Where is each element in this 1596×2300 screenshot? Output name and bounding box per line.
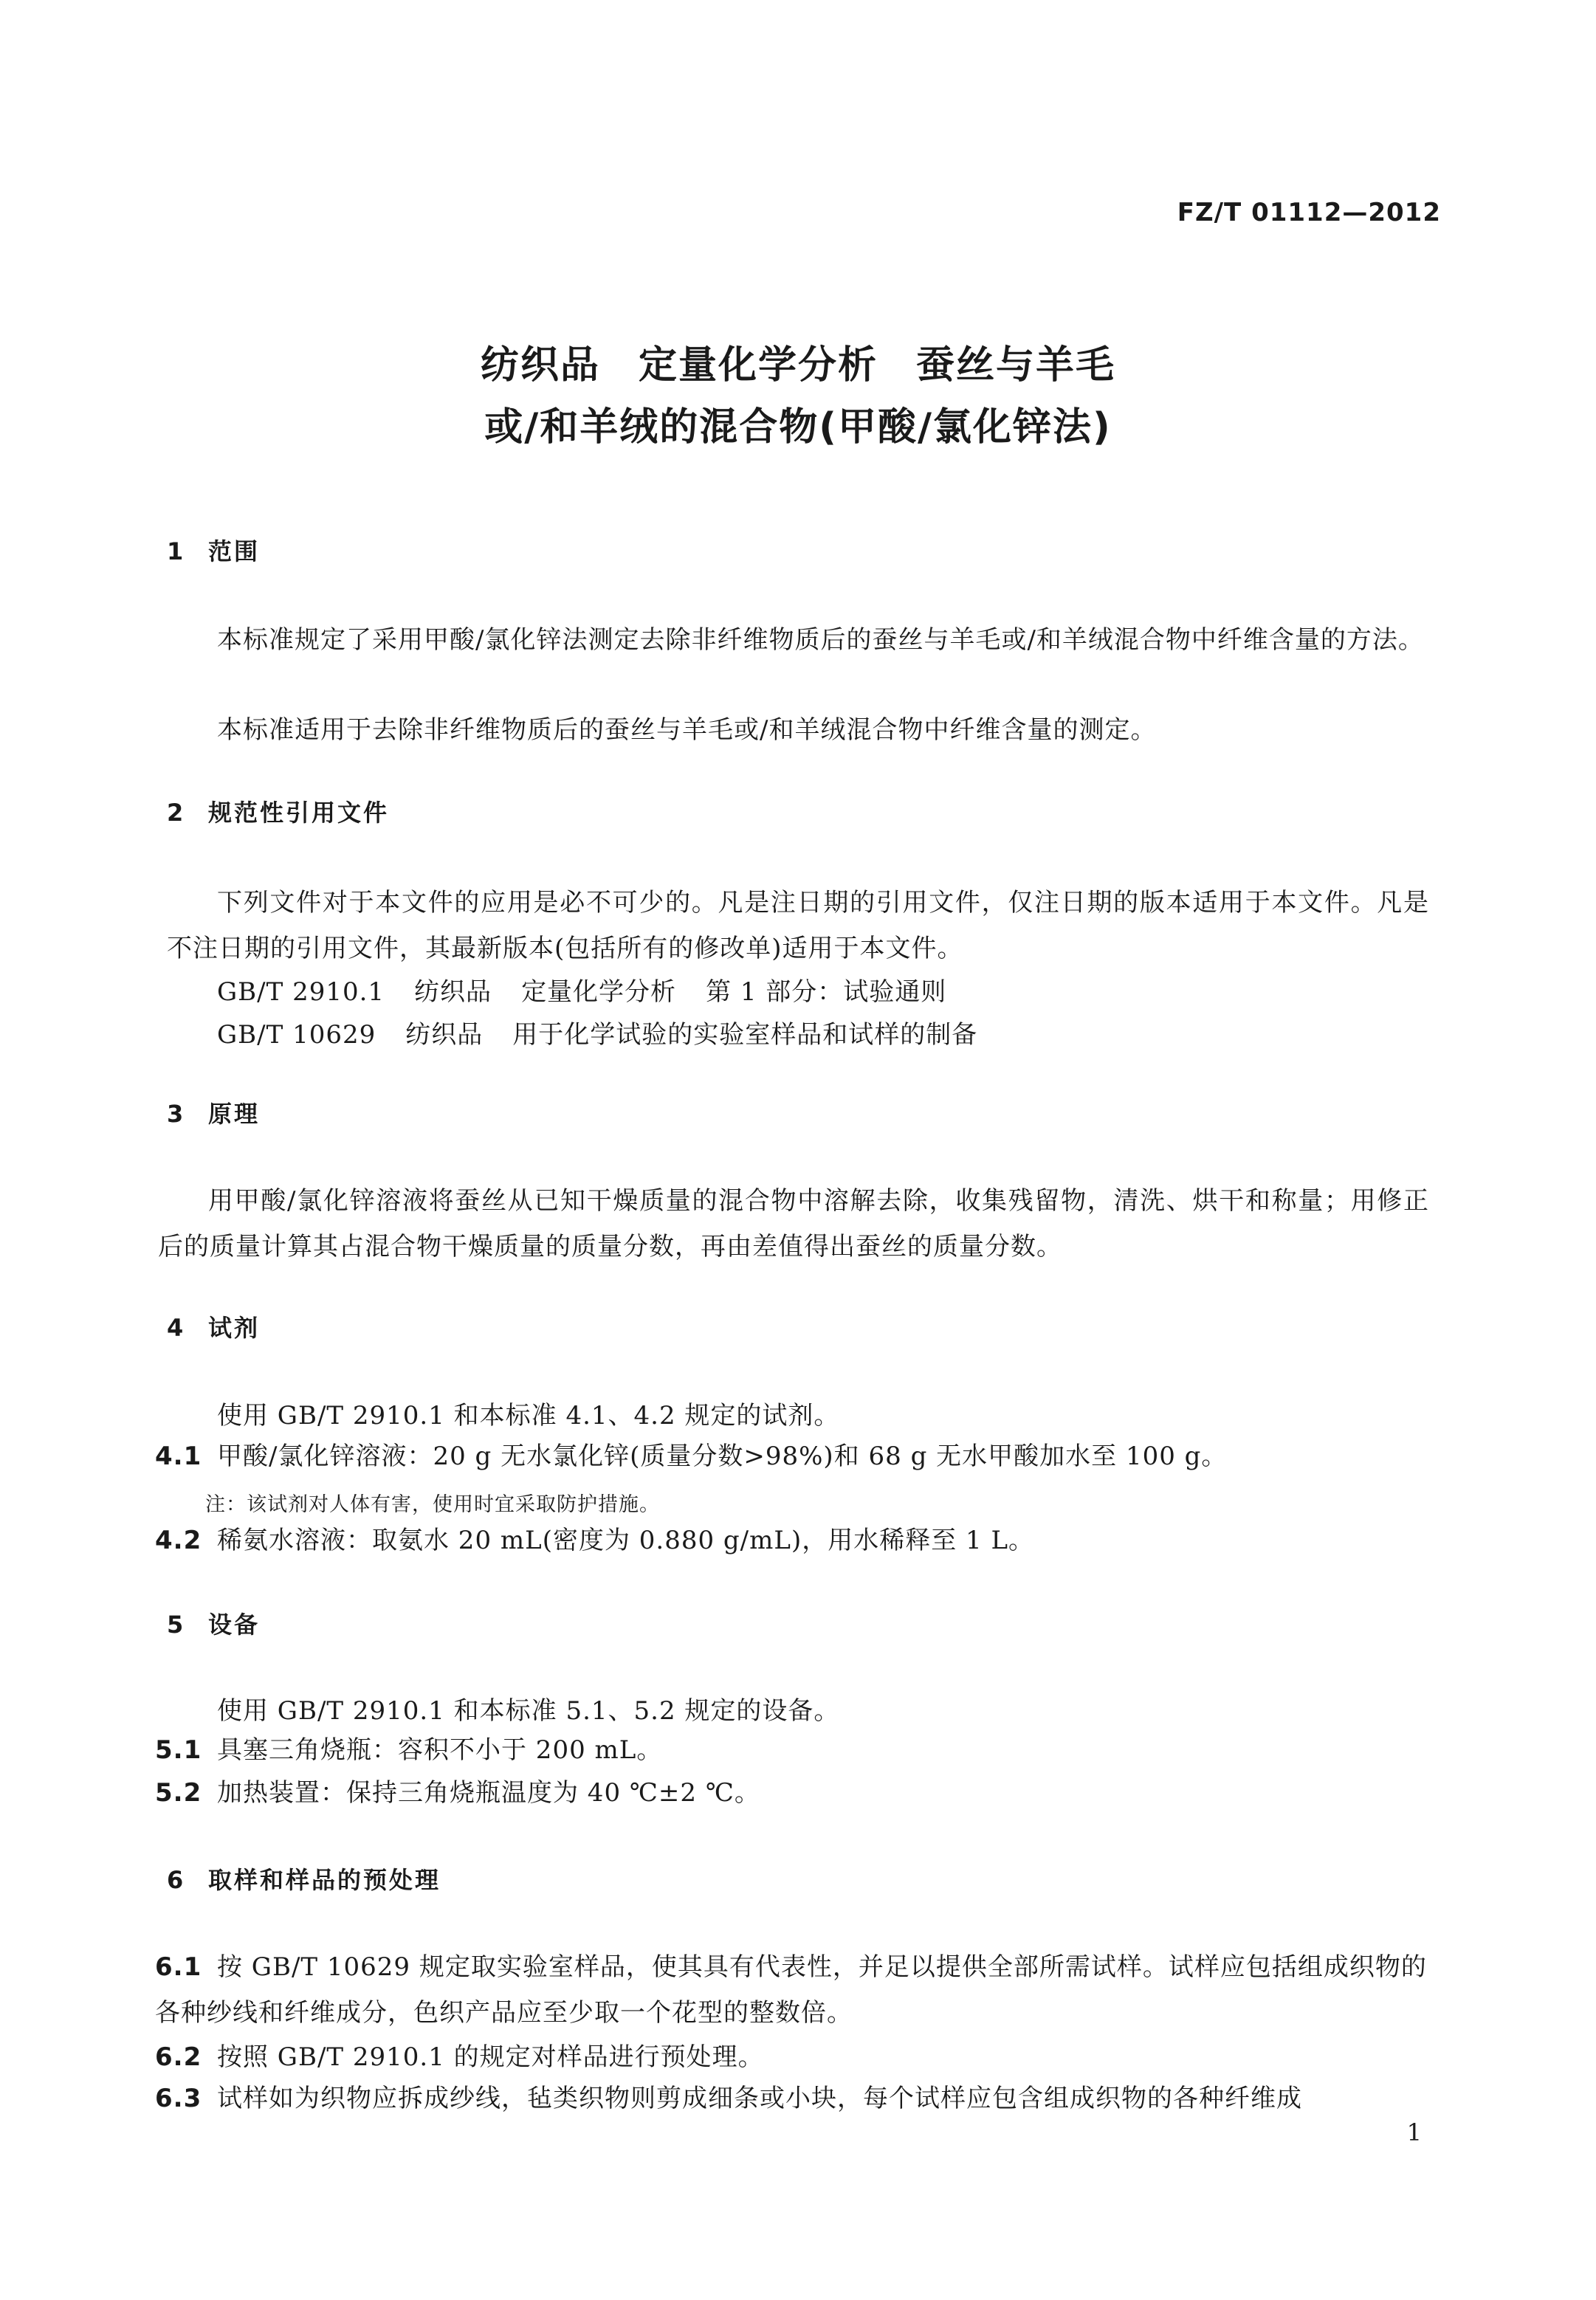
clause-text: 按照 GB/T 2910.1 的规定对样品进行预处理。 (217, 2042, 764, 2072)
clause-number: 6.1 (155, 1952, 202, 1982)
section-heading-normative-references (167, 794, 389, 828)
section-number: 4 (167, 1314, 186, 1342)
section-number: 5 (167, 1611, 186, 1639)
reagents-intro: 使用 GB/T 2910.1 和本标准 4.1、4.2 规定的试剂。 (217, 1401, 840, 1430)
clause-4-2 (155, 1518, 1429, 1563)
clause-text: 加热装置：保持三角烧瓶温度为 40 ℃±2 ℃。 (217, 1778, 760, 1808)
section-number: 2 (167, 799, 186, 827)
clause-text: 试样如为织物应拆成纱线，毡类织物则剪成细条或小块，每个试样应包含组成织物的各种纤维成 (217, 2084, 1302, 2113)
reference-title-part: 用于化学试验的实验室样品和试样的制备 (512, 1020, 978, 1050)
reference-title-part: 第 1 部分：试验通则 (706, 977, 947, 1007)
reference-code: GB/T 2910.1 (217, 977, 385, 1007)
clause-text: 按 GB/T 10629 规定取实验室样品，使其具有代表性，并足以提供全部所需试样。试样应包括组成织物的各种纱线和纤维成分，色织产品应至少取一个花型的整数倍。 (155, 1952, 1427, 2028)
clause-6-2 (155, 2034, 1429, 2080)
clause-number: 5.1 (155, 1735, 202, 1765)
scope-paragraph-2: 本标准适用于去除非纤维物质后的蚕丝与羊毛或/和羊绒混合物中纤维含量的测定。 (217, 715, 1157, 745)
section-title: 试剂 (208, 1314, 261, 1342)
standard-code: FZ/T 01112—2012 (1177, 198, 1441, 227)
clause-number: 4.1 (155, 1442, 202, 1471)
section-number: 6 (167, 1866, 186, 1894)
section-number: 1 (167, 537, 186, 565)
clause-number: 6.3 (155, 2084, 202, 2113)
section-heading-scope (167, 533, 260, 567)
document-title-line-2: 或/和羊绒的混合物(甲酸/氯化锌法) (484, 405, 1112, 450)
clause-number: 5.2 (155, 1778, 202, 1808)
section-heading-principle (167, 1095, 260, 1129)
reference-title-part: 定量化学分析 (521, 977, 677, 1007)
section-title: 规范性引用文件 (208, 799, 390, 827)
apparatus-intro: 使用 GB/T 2910.1 和本标准 5.1、5.2 规定的设备。 (217, 1696, 840, 1726)
reference-item-gbt-10629 (217, 1014, 977, 1050)
title-part-analysis: 定量化学分析 (638, 343, 878, 388)
reference-item-gbt-2910-1 (217, 971, 946, 1008)
clause-text: 甲酸/氯化锌溶液：20 g 无水氯化锌(质量分数>98%)和 68 g 无水甲酸加水至 100 g。 (217, 1442, 1228, 1471)
section-title: 取样和样品的预处理 (208, 1866, 441, 1894)
reagent-safety-note: 注：该试剂对人体有害，使用时宜采取防护措施。 (205, 1493, 660, 1516)
clause-number: 4.2 (155, 1526, 202, 1555)
clause-text: 具塞三角烧瓶：容积不小于 200 mL。 (217, 1735, 663, 1765)
section-title: 原理 (208, 1100, 261, 1128)
clause-text: 稀氨水溶液：取氨水 20 mL(密度为 0.880 g/mL)，用水稀释至 1 L。 (217, 1526, 1035, 1555)
references-paragraph: 下列文件对于本文件的应用是必不可少的。凡是注日期的引用文件，仅注日期的版本适用于本文件。凡是不注日期的引用文件，其最新版本(包括所有的修改单)适用于本文件。 (167, 888, 1429, 963)
document-title-line-1 (0, 334, 1596, 389)
section-heading-sampling (167, 1862, 441, 1896)
clause-6-1 (155, 1944, 1429, 2036)
section-heading-reagents (167, 1309, 260, 1343)
title-part-textiles: 纺织品 (480, 343, 600, 388)
clause-4-1 (155, 1433, 1429, 1479)
page-number: 1 (1406, 2118, 1422, 2146)
clause-6-3 (155, 2076, 1429, 2121)
reference-code: GB/T 10629 (217, 1020, 376, 1050)
title-part-silk-wool: 蚕丝与羊毛 (916, 343, 1116, 388)
clause-number: 6.2 (155, 2042, 202, 2072)
section-number: 3 (167, 1100, 186, 1128)
scope-paragraph-1: 本标准规定了采用甲酸/氯化锌法测定去除非纤维物质后的蚕丝与羊毛或/和羊绒混合物中纤维含量的方法。 (217, 625, 1424, 655)
section-heading-apparatus (167, 1606, 260, 1640)
reference-title-part: 纺织品 (414, 977, 492, 1007)
reference-title-part: 纺织品 (405, 1020, 484, 1050)
section-title: 设备 (208, 1611, 261, 1639)
clause-5-2 (155, 1770, 1429, 1816)
principle-paragraph: 用甲酸/氯化锌溶液将蚕丝从已知干燥质量的混合物中溶解去除，收集残留物，清洗、烘干和称量；用修正后的质量计算其占混合物干燥质量的质量分数，再由差值得出蚕丝的质量分数。 (158, 1186, 1429, 1261)
clause-5-1 (155, 1727, 1429, 1773)
section-title: 范围 (208, 537, 261, 565)
